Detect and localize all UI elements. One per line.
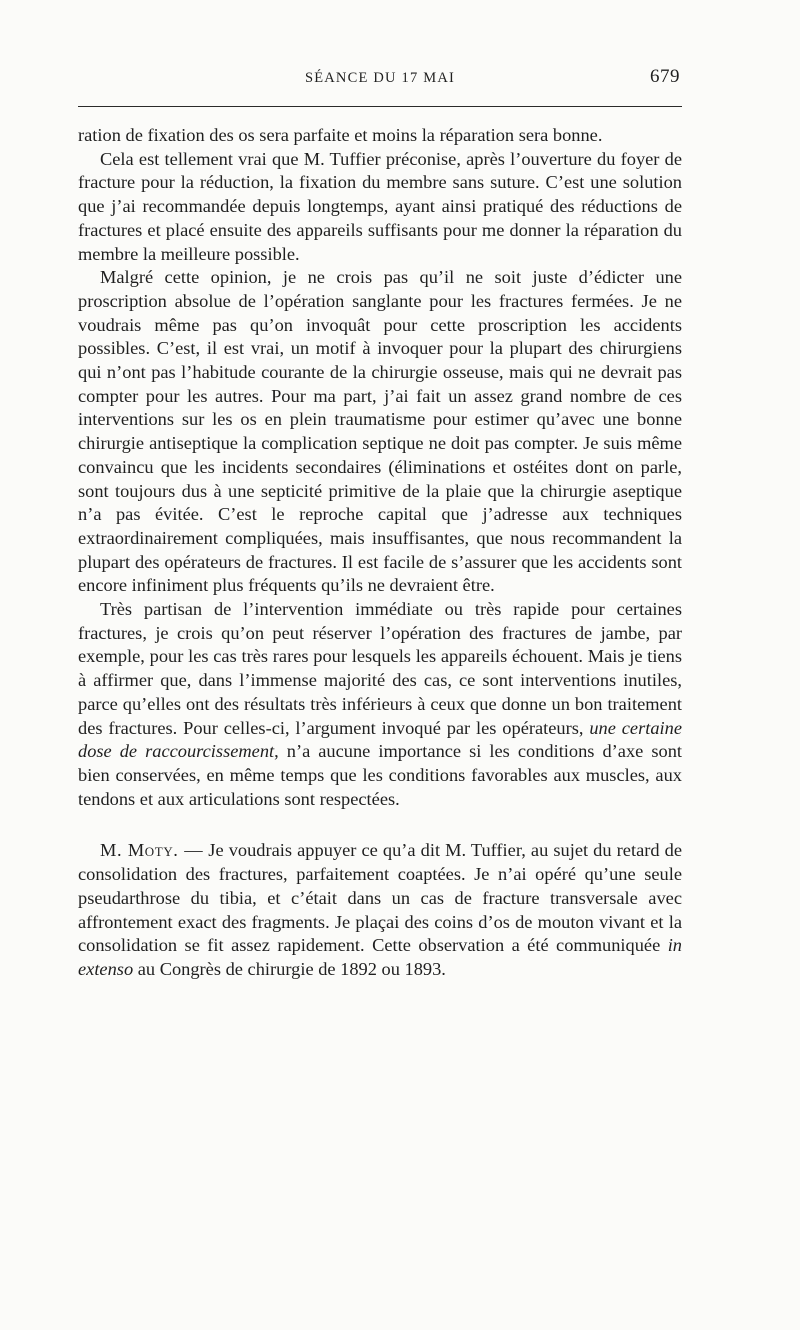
running-head [78, 62, 682, 92]
section-spacer [78, 811, 682, 839]
paragraph-3: Malgré cette opinion, je ne crois pas qu’il ne soit juste d’édicter une proscription absolue de l’opération sanglante pour les fractures fermées. Je ne voudrais même pas qu’on invoquât pour cette proscription les accidents possibles. C’est, il est vrai, un motif à invoquer pour la plupart des chirurgiens qui n’ont pas l’habitude courante de la chirurgie osseuse, mais qui ne devrait pas compter pour les autres. Pour ma part, j’ai fait un assez grand nombre de ces interventions sur les os en plein traumatisme pour estimer qu’avec une bonne chirurgie antiseptique la complication septique ne doit pas compter. Je suis même convaincu que les incidents secondaires (éliminations et ostéites dont on parle, sont toujours dus à une septicité primitive de la plaie que la chirurgie aseptique n’a pas évitée. C’est le reproche capital que j’adresse aux techniques extraordinairement compliquées, mais insuffisantes, que nous recommandent la plupart des opérateurs de fractures. Il est facile de s’assurer que les accidents sont encore infiniment plus fréquents qu’ils ne devraient être. [78, 267, 682, 596]
paragraph-2: Cela est tellement vrai que M. Tuffier préconise, après l’ouverture du foyer de fracture pour la réduction, la fixation du membre sans suture. C’est une solution que j’ai recommandée depuis longtemps, ayant ainsi pratiqué des réductions de fractures et placé ensuite des appareils suffisants pour me donner la réparation du membre la meilleure possible. [78, 148, 682, 264]
moty-text-b: au Congrès de chirurgie de 1892 ou 1893. [133, 958, 446, 979]
paragraph-1: ration de fixation des os sera parfaite et moins la réparation sera bonne. [78, 125, 603, 145]
page-number: 679 [650, 66, 680, 87]
running-head-title: SÉANCE DU 17 MAI [304, 70, 456, 86]
moty-italic: in extenso [78, 935, 682, 979]
header-rule [78, 106, 682, 107]
paragraph-4-italic: une certaine dose de raccourcissement [78, 717, 682, 762]
body-text [78, 124, 682, 982]
speaker-name: M. Moty. — [100, 840, 204, 861]
moty-paragraph [78, 839, 682, 981]
paragraph-4-text-a: Très partisan de l’intervention immédiate ou très rapide pour certaines fractures, je crois qu’on peut réserver l’opération des fractures de jambe, par exemple, pour les cas très rares pour lesquels les appareils échouent. Mais je tiens à affirmer que, dans l’immense majorité des cas, ce sont interventions inutiles, parce qu’elles ont des résultats très inférieurs à ceux que donne un bon traitement des fractures. Pour celles-ci, l’argument invoqué par les opérateurs, [78, 599, 682, 738]
paragraph-4-text-b: , n’a aucune importance si les conditions d’axe sont bien conservées, en même temps que les conditions favorables aux muscles, aux tendons et aux articulations sont respectées. [78, 741, 682, 809]
moty-text-a: Je voudrais appuyer ce qu’a dit M. Tuffier, au sujet du retard de consolidation des fractures, parfaitement coaptées. Je n’ai opéré qu’une seule pseudarthrose du tibia, et c’était dans un cas de fracture transversale avec affrontement exact des fragments. Je plaçai des coins d’os de mouton vivant et la consolidation se fit assez rapidement. Cette observation a été communiquée [78, 840, 682, 956]
document-page [78, 0, 682, 1330]
paragraph-4 [78, 598, 682, 811]
